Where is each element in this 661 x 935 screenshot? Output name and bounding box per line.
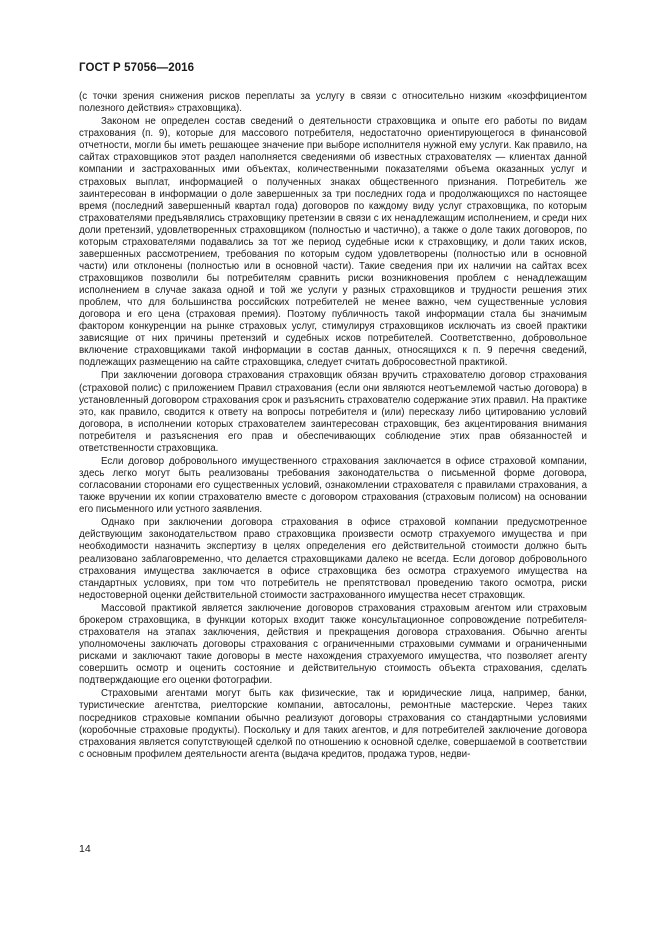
document-body	[79, 91, 587, 762]
paragraph: Законом не определен состав сведений о деятельности страховщика и опыте его работы по видам страхования (п. 9), которые для массового потребителя, недостаточно ориентирующегося в финансовой отчетности, могли бы иметь решающее значение при выборе исполнителя нужной ему услуги. Как правило, на сайтах страховщиков этот раздел наполняется сведениями об известных страхователях — клиентах данной компании и застрахованных ими объектах, количественными показателями объема оказанных услуг и страховых выплат, информацией о полученных знаках общественного признания. Потребитель же заинтересован в информации о доле завершенных за три последних года и продолжающихся по настоящее время (последний завершенный квартал года) договоров по каждому виду услуг страховщика, по которым страхователями предъявлялись страховщику претензии в связи с их ненадлежащим исполнением, и среди них доли претензий, удовлетворенных страховщиком (полностью и частично), а также о доле таких договоров, по которым страхователями подавались за тот же период судебные иски к страховщику, и доли таких исков, завершенных рассмотрением, требования по которым судом удовлетворены (полностью или в основной части) или отклонены (полностью или в основной части). Такие сведения при их наличии на сайтах всех страховщиков позволили бы потребителям сравнить риски возникновения проблем с ненадлежащим исполнением в случае заказа одной и той же услуги у разных страховщиков и трудности решения этих проблем, что для большинства российских потребителей не менее важно, чем существенные условия договора и его цена (страховая премия). Поэтому публичность такой информации стала бы значимым фактором конкуренции на рынке страховых услуг, стимулируя страховщиков исключать из своей практики зависящие от них причины претензий и судебных исков потребителей. Соответственно, добровольное включение страховщиками такой информации в состав данных, относящихся к п. 9 перечня сведений, подлежащих размещению на сайте страховщика, следует считать добросовестной практикой.	[79, 116, 587, 369]
paragraph: При заключении договора страхования страховщик обязан вручить страхователю договор страхования (страховой полис) с приложением Правил страхования (если они являются неотъемлемой частью договора) в установленный договором страхования срок и разъяснить страхователю содержание этих правил. На практике это, как правило, сводится к ответу на вопросы потребителя и (или) пересказу либо цитированию условий договора, в исполнении которых страхователем заинтересован страховщик, без акцентирования внимания потребителя и разъяснения его прав и обеспечивающих соблюдение этих прав обязанностей и ответственности страховщика.	[79, 370, 587, 454]
paragraph: Если договор добровольного имущественного страхования заключается в офисе страховой компании, здесь легко могут быть реализованы требования законодательства о письменной форме договора, согласовании сторонами его существенных условий, ознакомлении страхователя с правилами страхования, а также вручении их копии страхователю вместе с договором страхования (страховым полисом) на основании его письменного или устного заявления.	[79, 455, 587, 516]
paragraph: Страховыми агентами могут быть как физические, так и юридические лица, например, банки, туристические агентства, риелторские компании, автосалоны, ремонтные мастерские. Через таких посредников страховые компании обычно реализуют договоры страхования со стандартными условиями (коробочные страховые продукты). Поскольку и для таких агентов, и для потребителей заключение договора страхования является сопутствующей сделкой по отношению к основной сделке, совершаемой в соответствии с основным профилем деятельности агента (выдача кредитов, продажа туров, недви-	[79, 688, 587, 760]
paragraph: Массовой практикой является заключение договоров страхования страховым агентом или страховым брокером страховщика, в функции которых входит также консультационное сопровождение потребителя-страхователя на этапах заключения, действия и прекращения договора страхования. Обычно агенты уполномочены заключать договоры страхования с ограниченными страховыми суммами и ограниченными рисками и заключают такие договоры в месте нахождения страхуемого имущества, что позволяет агенту совершить осмотр и оценить состояние и действительную стоимость объекта страхования, сделать подтверждающие его оценки фотографии.	[79, 602, 587, 687]
paragraph: Однако при заключении договора страхования в офисе страховой компании предусмотренное действующим законодательством право страховщика произвести осмотр страхуемого имущества и при необходимости назначить экспертизу в целях определения его действительной стоимости должно быть реализовано заблаговременно, что делается страховщиками далеко не всегда. Если договор добровольного страхования имущества заключается в офисе страховщика без осмотра страхуемого имущества на стандартных условиях, при том что потребитель не препятствовал проведению такого осмотра, риски недостоверной оценки действительной стоимости застрахованного имущества несет страховщик.	[79, 517, 587, 601]
document-header-id: ГОСТ Р 57056—2016	[79, 62, 195, 74]
paragraph-continuation: (с точки зрения снижения рисков переплаты за услугу в связи с относительно низким «коэффициентом полезного действия» страховщика).	[79, 91, 587, 115]
page-number: 14	[79, 843, 91, 855]
